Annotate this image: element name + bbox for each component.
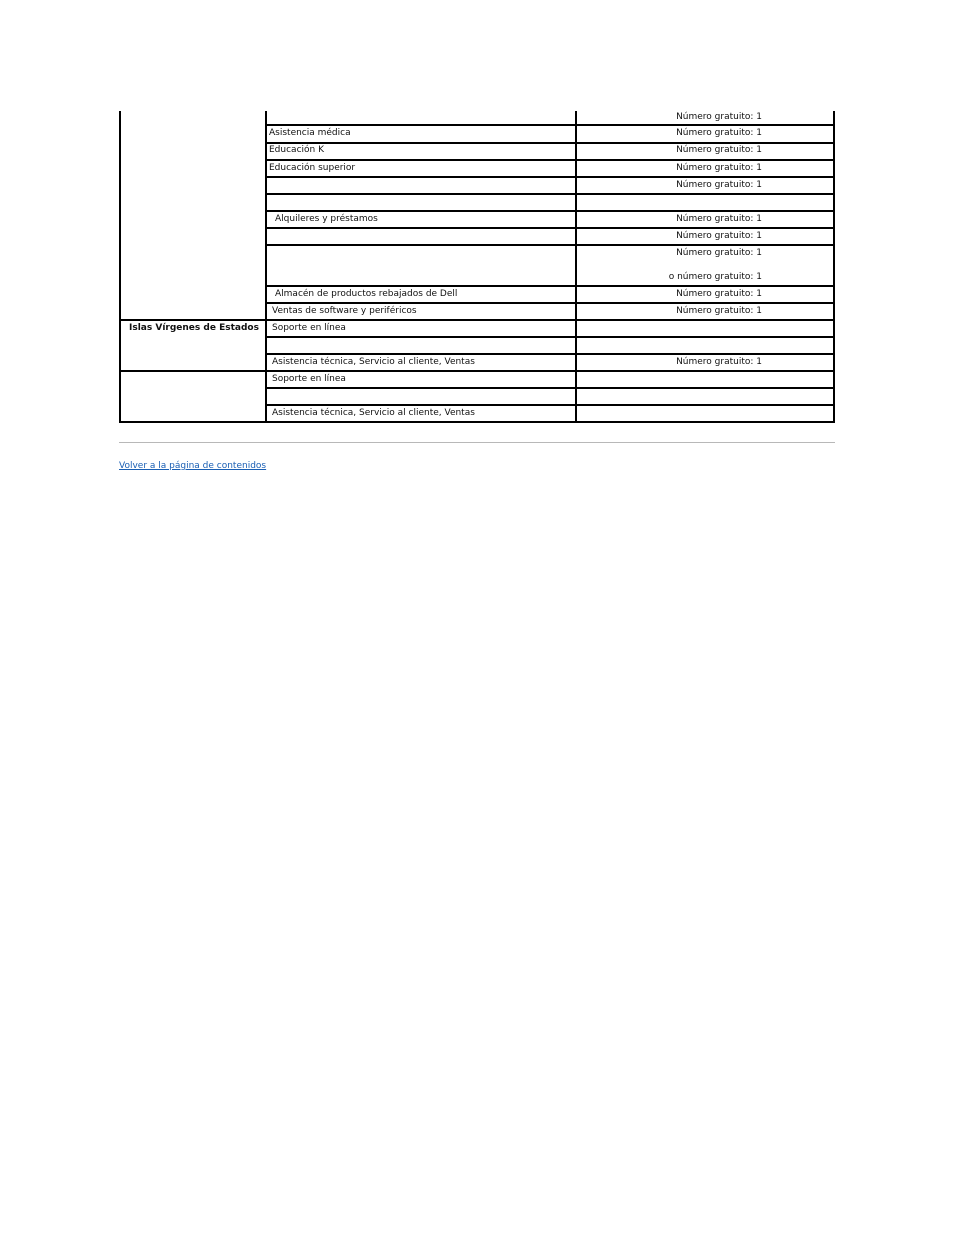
service-cell: Soporte en línea [272, 323, 346, 333]
country-divider [119, 319, 835, 321]
row-divider [265, 210, 835, 212]
table-border-right [833, 111, 835, 423]
phone-cell: Número gratuito: 1 [676, 231, 762, 241]
phone-cell: Número gratuito: 1 [676, 214, 762, 224]
country-divider [119, 370, 835, 372]
contact-table [119, 111, 835, 423]
country-cell: Islas Vírgenes de Estados [129, 323, 259, 333]
service-cell: Soporte en línea [272, 374, 346, 384]
service-cell: Alquileres y préstamos [275, 214, 378, 224]
phone-cell: Número gratuito: 1 [676, 248, 762, 258]
service-cell: Educación K [269, 145, 324, 155]
service-cell: Educación superior [269, 163, 356, 173]
phone-cell: Número gratuito: 1 [676, 180, 762, 190]
phone-cell: Número gratuito: 1 [676, 163, 762, 173]
table-column-divider [265, 111, 267, 423]
table-border-bottom [119, 421, 835, 423]
table-column-divider [575, 111, 577, 423]
row-divider [265, 285, 835, 287]
row-divider [265, 176, 835, 178]
row-divider [265, 244, 835, 246]
row-divider [265, 404, 835, 406]
row-divider [265, 353, 835, 355]
row-divider [265, 336, 835, 338]
phone-cell: Número gratuito: 1 [676, 112, 762, 122]
service-cell: Asistencia técnica, Servicio al cliente, Ventas [272, 357, 475, 367]
phone-cell: Número gratuito: 1 [676, 306, 762, 316]
phone-cell: Número gratuito: 1 [676, 289, 762, 299]
horizontal-rule [119, 442, 835, 443]
row-divider [265, 302, 835, 304]
service-cell: Almacén de productos rebajados de Dell [275, 289, 458, 299]
row-divider [265, 387, 835, 389]
phone-cell-alt: o número gratuito: 1 [668, 272, 762, 282]
service-cell: Asistencia médica [269, 128, 351, 138]
phone-cell: Número gratuito: 1 [676, 128, 762, 138]
row-divider [265, 124, 835, 126]
row-divider [265, 159, 835, 161]
service-cell: Asistencia técnica, Servicio al cliente, Ventas [272, 408, 475, 418]
row-divider [265, 227, 835, 229]
table-border-left [119, 111, 121, 423]
back-to-contents-link[interactable]: Volver a la página de contenidos [119, 461, 267, 471]
phone-cell: Número gratuito: 1 [676, 145, 762, 155]
service-cell: Ventas de software y periféricos [272, 306, 417, 316]
phone-cell: Número gratuito: 1 [676, 357, 762, 367]
row-divider [265, 193, 835, 195]
row-divider [265, 142, 835, 144]
